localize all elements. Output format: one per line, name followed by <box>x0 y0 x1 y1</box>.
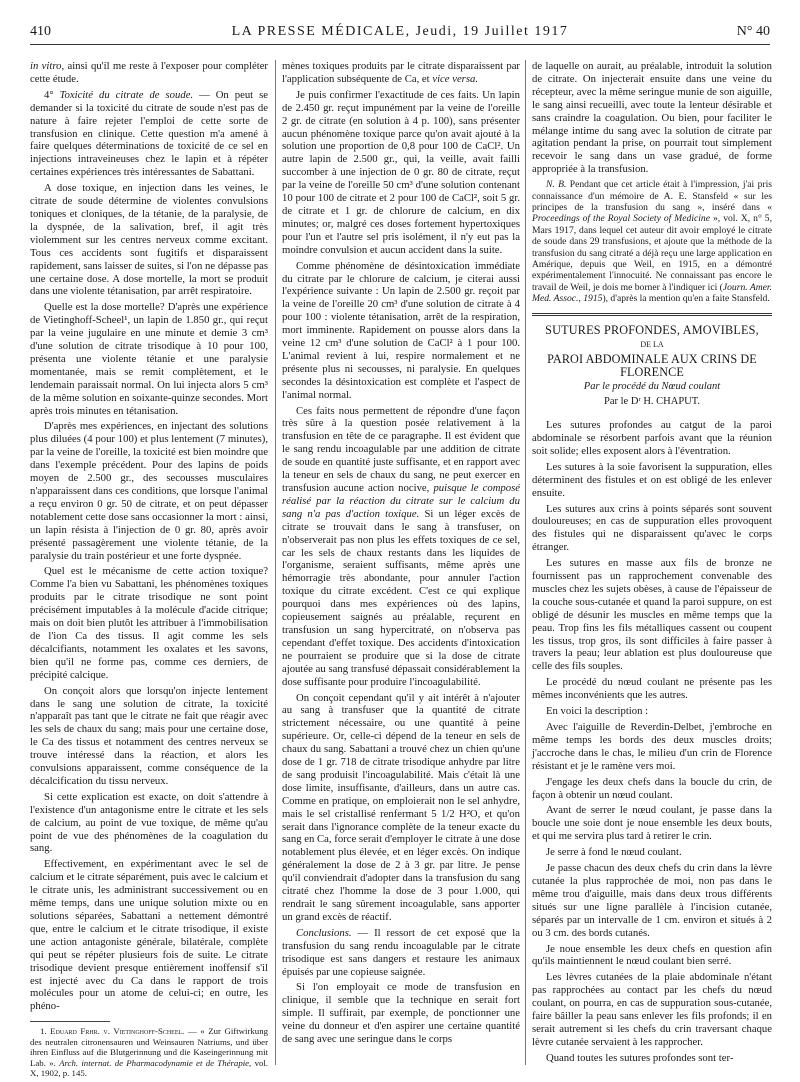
page-header <box>30 24 770 45</box>
article-author: Par le Dʳ H. CHAPUT. <box>604 396 700 408</box>
column-divider <box>525 60 526 1065</box>
paragraph: Quelle est la dose mortelle? D'après une expérience de Vietinghoff-Scheel¹, un lapin de 1.850 gr., qui reçut par la veine jugulaire en une minute et demie 3 cm³ d'une solution de citrate trisodique à 10 pour 100, présenta une violente tétanie et une paralysie momentanée, mais se remit complètement, et le lendemain paraissait normal. On lui injecta alors 5 cm³ de la même solution en soixante-quinze secondes. Mort après trois minutes en tétanisation. <box>30 301 268 417</box>
paragraph: de laquelle on aurait, au préalable, introduit la solution de citrate. On injecterait ensuite dans une veine du récepteur, avec la même seringue munie de son aiguille, le sang ainsi recueilli, avec toute la lenteur désirable et sans craindre la coagulation. Ou bien, pour faciliter le mélange intime du sang avec la solution de citrate par agitation pendant la prise, on pourrait tout simplement recevoir le sang dans un vase gradué, de forme appropriée à la transfusion. <box>532 60 772 176</box>
paragraph: D'après mes expériences, en injectant des solutions plus diluées (4 pour 100) et plus lentement (7 minutes), par la veine de l'oreille, la toxicité est bien moindre que dans l'exemple précédent. Pour des lapins de poids moyen de 2.500 gr., des secousses musculaires n'apparaissent dans ces conditions, que lorsque l'animal a reçu environ 0 gr. 50 de citrate, et on peut dépasser notablement cette dose sans occasionner la mort : ainsi, un lapin résista à l'injection de 0 gr. 80, après avoir présenté passagèrement une violente tétanie, de la paralysie du train postérieur et une forte dyspnée. <box>30 420 268 562</box>
paragraph: Les sutures en masse aux fils de bronze ne fournissent pas un rapprochement convenable des muscles chez les sujets obèses, à cause de l'épaisseur de la couche sous-cutanée et quand la paroi suppure, on est obligé de désunir les muscles en même temps que la peau. Trop fins les fils métalliques cassent ou coupent les tissus, trop gros, ils sont difficiles à faire passer à travers la peau; leur ablation est plus douloureuse que celle des fils souples. <box>532 557 772 673</box>
footnote: 1. Eduard Frhr. v. Vietinghoff-Scheel. — « Zur Giftwirkung des neutralen citronensauren und Weinsauren Natriums, und über ihren Einfluss auf die Blutgerinnung und die Kaseingerinnung mit Lab. ». Arch. internat. de Pharmacodynamie et de Thérapie, vol. X, 1902, p. 145. <box>30 1026 269 1079</box>
footnote-divider <box>30 1021 110 1022</box>
paragraph: Le procédé du nœud coulant ne présente pas les mêmes inconvénients que les autres. <box>532 676 772 702</box>
paragraph: J'engage les deux chefs dans la boucle du crin, de façon à obtenir un nœud coulant. <box>532 775 772 801</box>
article-heading <box>532 313 772 409</box>
paragraph: Les sutures à la soie favorisent la suppuration, elles déterminent des fistules et on est obligé de les enlever ensuite. <box>532 460 772 499</box>
column-1 <box>30 60 269 1079</box>
paragraph: Avec l'aiguille de Reverdin-Delbet, j'embroche en même temps les bords des deux muscles droits; j'accroche dans le chas, le milieu d'un crin de Florence résistant et je le ramène vers moi. <box>532 721 772 772</box>
article-title-line-1: SUTURES PROFONDES, AMOVIBLES, <box>545 322 759 337</box>
paragraph: mènes toxiques produits par le citrate disparaissent par l'application subséquente de Ca, et vice versa. <box>282 60 520 85</box>
page-number: 410 <box>30 24 51 39</box>
nota-bene: N. B. Pendant que cet article était à l'impression, j'ai pris connaissance d'un mémoire de A. E. Stansfeld « sur les principes de la transfusion du sang », inséré dans « Proceedings of the Royal Society of Medicine », vol. X, n° 5, Mars 1917, dans lequel cet auteur dit avoir employé le citrate de soude dans 29 transfusions, et ajoute que la méthode de la transfusion du sang citraté a déjà reçu une large application en Amérique, depuis que Weil, en 1915, en a démontré expérimentalement l'innocuité. Ne connaissant pas encore le travail de Weil, je dois me borner à l'indiquer ici (Journ. Amer. Med. Assoc., 1915), d'après la mention qu'en a faite Stansfeld. <box>532 179 772 305</box>
paragraph: On conçoit cependant qu'il y ait intérêt à n'ajouter au sang à transfuser que la quantité de citrate strictement nécessaire, ou une quantité à peine supérieure. Or, celle-ci dépend de la teneur en sels de chaux du sang. Sabattani a trouvé chez un chien qu'une dose de 1 gr. 718 de citrate trisodique anhydre par litre de sang produisit l'incoagulabilité. Mais c'était là une dose limite, insuffisante, d'ailleurs, dans un autre cas. Comme en pratique, on emploierait non le sel anhydre, mais le sel cristallisé renfermant 5 1/2 H²O, et qu'on serait dans l'ignorance complète de la teneur exacte du sang en Ca, force serait d'employer le citrate à une dose notablement plus élevée, et en léger excès. On indique généralement la dose de 2 à 3 gr. par litre. Je pense qu'il conviendrait d'adopter dans la transfusion du sang citraté chez l'homme la dose de 3 pour 1.000, qui rendrait le sang sûrement incoagulable, sans apporter un grand excès de réactif. <box>282 691 520 923</box>
paragraph: Effectivement, en expérimentant avec le sel de calcium et le citrate séparément, puis avec le calcium et le citrate unis, les administrant successivement ou en même temps, dans une unique solution mixte ou en solutions séparées, Sabattani a nettement démontré que, entre le calcium et le citrate trisodique, il existe une action antagoniste générale, bilatérale, complète qui peut se répéter plusieurs fois de suite. Le citrate trisodique devient presque entièrement inoffensif s'il est injecté avec du Ca dans le rapport de trois molécules pour un atome de celui-ci; en outre, les phéno- <box>30 858 268 1013</box>
column-divider <box>275 60 276 1065</box>
paragraph: Les sutures profondes au catgut de la paroi abdominale se résorbent parfois avant que la réunion soit solide; elles exposent alors à l'éventration. <box>532 419 772 457</box>
heading-rule <box>532 313 772 316</box>
article-title-line-2: PAROI ABDOMINALE AUX CRINS DE FLORENCE <box>547 352 757 380</box>
paragraph: Ces faits nous permettent de répondre d'une façon très sûre à la question posée relativement à la transfusion en tête de ce paragraphe. Il est évident que le sang rendu incoagulable par une addition de citrate de soude en quantité juste suffisante, et en rapport avec la teneur en sels de chaux du sang, ne peut exercer en transfusion aucune action nocive, puisque le composé réalisé par la réaction du citrate sur le calcium du sang n'a pas d'action toxique. Si un léger excès de citrate se trouvait dans le sang à transfuser, on n'observerait pas non plus les effets toxiques de ce sel, car les sels de chaux restants dans les liquides de l'organisme, seraient suffisants, même après une hémorragie très abondante, pour annuler l'action toxique du citrate excédent. C'est ce qui explique pourquoi dans mes expériences où des lapins, copieusement saignés au préalable, reçurent en transfusion un sang hypercitraté, on n'observa pas cependant d'effet toxique. Des accidents d'intoxication ne pourraient se produire que si la dose de citrate ajoutée au sang transfusé dépassait considérablement la dose suffisante pour produire l'incoagulabilité. <box>282 404 521 688</box>
paragraph: Je passe chacun des deux chefs du crin dans la lèvre cutanée la plus rapprochée de moi, non pas dans le même trou d'aiguille, mais dans deux trous différents situés sur une ligne parallèle à l'incision cutanée, séparés par un intervalle de 1 cm. environ et situés à 2 ou 3 cm. des bords cutanés. <box>532 862 772 939</box>
column-2 <box>282 60 520 1070</box>
paragraph: Si l'on employait ce mode de transfusion en clinique, il semble que la technique en serait fort simple. Il suffirait, par exemple, de ponctionner une veine du donneur et d'en aspirer une certaine quantité de sang avec une seringue dans le corps <box>282 981 520 1046</box>
paragraph: Je puis confirmer l'exactitude de ces faits. Un lapin de 2.450 gr. reçut impunément par la veine de l'oreille 2 gr. de citrate (en solution à 4 p. 100), sans présenter aucun phénomène toxique parce qu'on avait ajouté à la solution une proportion de 0,8 pour 100 de CaCl². Un autre lapin de 2.500 gr., qui, la veille, avait failli succomber à une injection de 0 gr. 80 de citrate, reçut par la veine de l'oreille 50 cm³ d'une solution contenant 10 pour 100 de citrate et 2 pour 100 de CaCl², soit 5 gr. de citrate et 1 gr. de chlorure de calcium, en dix minutes; or, malgré ces doses fortement hypertoxiques pour l'un et l'autre sel pris isolément, il n'y eut pas la moindre convulsion et aucun accident dans la suite. <box>282 88 520 256</box>
paragraph: Les sutures aux crins à points séparés sont souvent douloureuses; en cas de suppuration elles provoquent des fistules qui ne disparaissent qu'avec le corps étranger. <box>532 502 772 554</box>
paragraph: Quel est le mécanisme de cette action toxique? Comme l'a bien vu Sabattani, les phénomènes toxiques produits par le citrate trisodique ne sont point précisément imputables à la molécule d'acide citrique; mais on doit bien plutôt les attribuer à l'immobilisation de l'ion Ca des tissus. Il agit comme les sels décalcifiants, notamment les oxalates et les savons, bien qu'il ne forme pas, comme ces derniers, de précipité calcique. <box>30 565 268 681</box>
paragraph: Quand toutes les sutures profondes sont ter- <box>546 1051 734 1064</box>
article-subtitle: Par le procédé du Nœud coulant <box>583 381 721 393</box>
article-title-connector: DE LA <box>640 339 664 349</box>
journal-title: LA PRESSE MÉDICALE, Jeudi, 19 Juillet 1917 <box>231 24 569 39</box>
paragraph: Les lèvres cutanées de la plaie abdominale n'étant pas rapprochées au contact par les chefs du nœud coulant, on pourra, en cas de suppuration sous-cutanée, faire bâiller la peau sans enlever les fils profonds; il en serait autrement si les chefs du crin traversant chaque lèvre cutanée servaient à les rapprocher. <box>532 971 772 1048</box>
paragraph: Je noue ensemble les deux chefs en question afin qu'ils maintiennent le nœud coulant bien serré. <box>532 942 772 968</box>
paragraph: A dose toxique, en injection dans les veines, le citrate de soude détermine de violentes convulsions toniques et cloniques, de la tétanie, de la paralysie, de la dyspnée, de la salivation, bref, il agit très violemment sur les centres nerveux comme excitant. Tous ces accidents sont fugitifs et disparaissent rapidement, sans laisser de suites, si l'on ne dépasse pas une certaine dose. A dose mortelle, la mort se produit dans une violente tétanisation, par arrêt respiratoire. <box>30 182 268 298</box>
paragraph: Si cette explication est exacte, on doit s'attendre à l'existence d'un antagonisme entre le citrate et les sels de calcium, au point de vue toxique, de même qu'au point de vue des phénomènes de la coagulation du sang. <box>30 790 268 855</box>
column-3 <box>532 60 772 1070</box>
paragraph: Je serre à fond le nœud coulant. <box>546 846 682 859</box>
paragraph: En voici la description : <box>546 705 649 718</box>
paragraph: in vitro, ainsi qu'il me reste à l'exposer pour compléter cette étude. <box>30 60 268 85</box>
paragraph: 4° Toxicité du citrate de soude. — On peut se demander si la toxicité du citrate de soude n'est pas de nature à faire rejeter l'emploi de cette sorte de transfusion en clinique. Cette question m'a amené à faire quelques déterminations de toxicité de ce sel en injections intraveineuses chez le lapin et à répéter certaines expériences très intéressantes de Sabattani. <box>30 88 268 179</box>
paragraph: Comme phénomène de désintoxication immédiate du citrate par le chlorure de calcium, je citerai aussi l'expérience suivante : Un lapin de 2.500 gr. reçoit par la veine de l'oreille 20 cm³ d'une solution de citrate à 4 pour 100 : violente tétanisation, arrêt de la respiration, mort imminente. Rapidement on pousse alors dans la veine 12 cm³ d'une solution de CaCl² à 1 pour 100. L'animal revient à lui, respire normalement et ne présente plus ni secousses, ni paralysie. En quelques secondes la désintoxication est complète et l'aspect de l'animal normal. <box>282 259 520 401</box>
paragraph: On conçoit alors que lorsqu'on injecte lentement dans le sang une solution de citrate, la toxicité n'apparaît pas tant que le citrate ne fait que réagir avec les sels de chaux du sang; mais pour une certaine dose, le Ca des tissus et notamment des centres nerveux se trouve intéressé dans la réaction, et alors les convulsions apparaissent, comme conséquence de la décalcification du tissu nerveux. <box>30 684 268 787</box>
issue-number: N° 40 <box>736 24 770 39</box>
paragraph: Avant de serrer le nœud coulant, je passe dans la boucle une soie dont je noue ensemble les deux bouts, et qui me servira plus tard à retirer le crin. <box>532 804 772 843</box>
paragraph: Conclusions. — Il ressort de cet exposé que la transfusion du sang rendu incoagulable par le citrate trisodique est sans dangers et restaure les animaux épuisés par une copieuse saignée. <box>282 926 520 978</box>
